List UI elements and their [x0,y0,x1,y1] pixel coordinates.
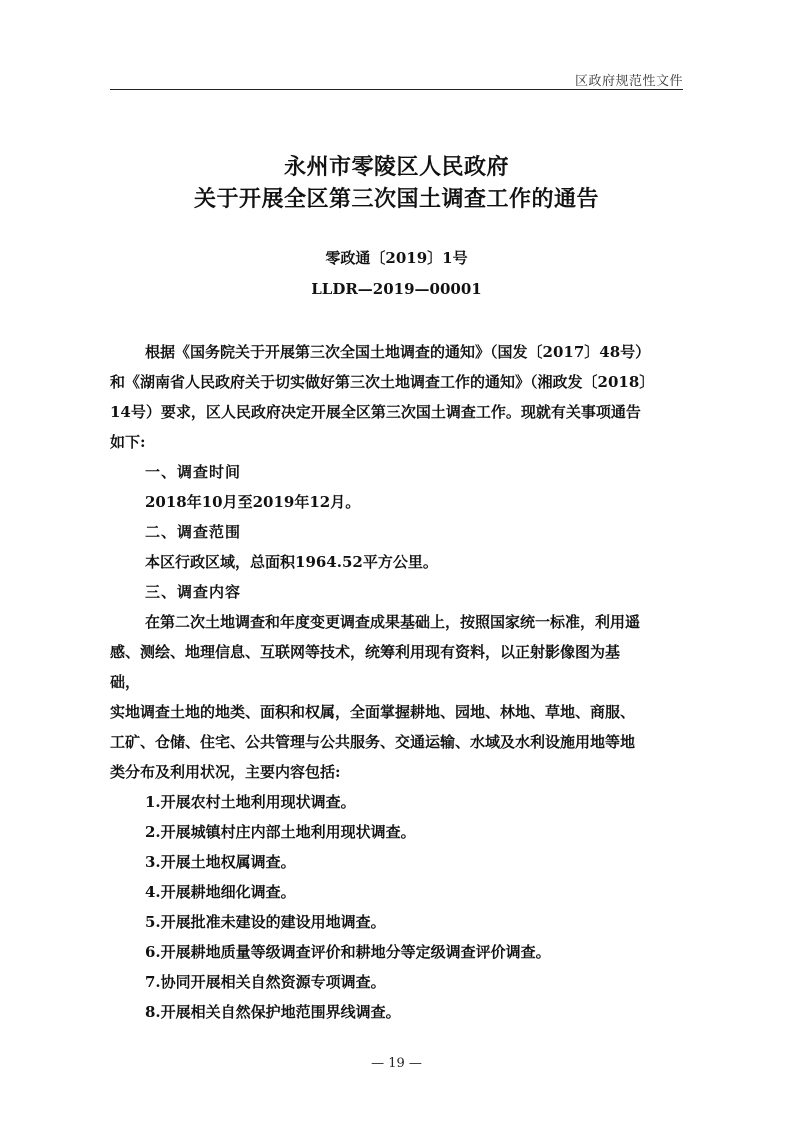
document-title-line2: 关于开展全区第三次国土调查工作的通告 [193,187,599,212]
list-item: 3.开展土地权属调查。 [145,853,296,871]
intro-line-1: 根据《国务院关于开展第三次全国土地调查的通知》（国发〔2017〕48号） [145,343,651,361]
header-divider [110,89,683,90]
list-item: 4.开展耕地细化调查。 [145,883,296,901]
section-heading: 二、调查范围 [145,523,242,541]
list-item: 6.开展耕地质量等级调查评价和耕地分等定级调查评价调查。 [145,943,551,961]
section-text-line: 感、测绘、地理信息、互联网等技术，统筹利用现有资料，以正射影像图为基础， [110,643,621,691]
list-item: 1.开展农村土地利用现状调查。 [145,793,356,811]
intro-line-4: 如下: [110,433,146,451]
section-text-line: 在第二次土地调查和年度变更调查成果基础上，按照国家统一标准，利用遥 [145,613,641,631]
section-text-line: 类分布及利用状况，主要内容包括: [110,763,341,781]
header-label: 区政府规范性文件 [574,74,683,89]
section-heading: 一、调查时间 [145,463,242,481]
intro-line-3: 14号）要求，区人民政府决定开展全区第三次国土调查工作。现就有关事项通告 [110,403,641,421]
list-item: 8.开展相关自然保护地范围界线调查。 [145,1003,401,1021]
list-item: 5.开展批准未建设的建设用地调查。 [145,913,386,931]
section-text-line: 实地调查土地的地类、面积和权属，全面掌握耕地、园地、林地、草地、商服、 [110,703,636,721]
document-number: 零政通〔2019〕1号 [325,249,468,267]
section-heading: 三、调查内容 [145,583,242,601]
section-text-line: 工矿、仓储、住宅、公共管理与公共服务、交通运输、水域及水利设施用地等地 [110,733,636,751]
intro-line-2: 和《湖南省人民政府关于切实做好第三次土地调查工作的通知》（湘政发〔2018〕 [110,373,655,391]
document-registration-code: LLDR—2019—00001 [311,280,482,298]
list-item: 2.开展城镇村庄内部土地利用现状调查。 [145,823,416,841]
document-title-line1: 永州市零陵区人民政府 [283,155,509,180]
list-item: 7.协同开展相关自然资源专项调查。 [145,973,386,991]
section-text: 本区行政区域，总面积1964.52平方公里。 [145,553,438,571]
section-text: 2018年10月至2019年12月。 [145,493,361,511]
page-number: — 19 — [371,1056,422,1071]
document-body [110,337,655,1027]
